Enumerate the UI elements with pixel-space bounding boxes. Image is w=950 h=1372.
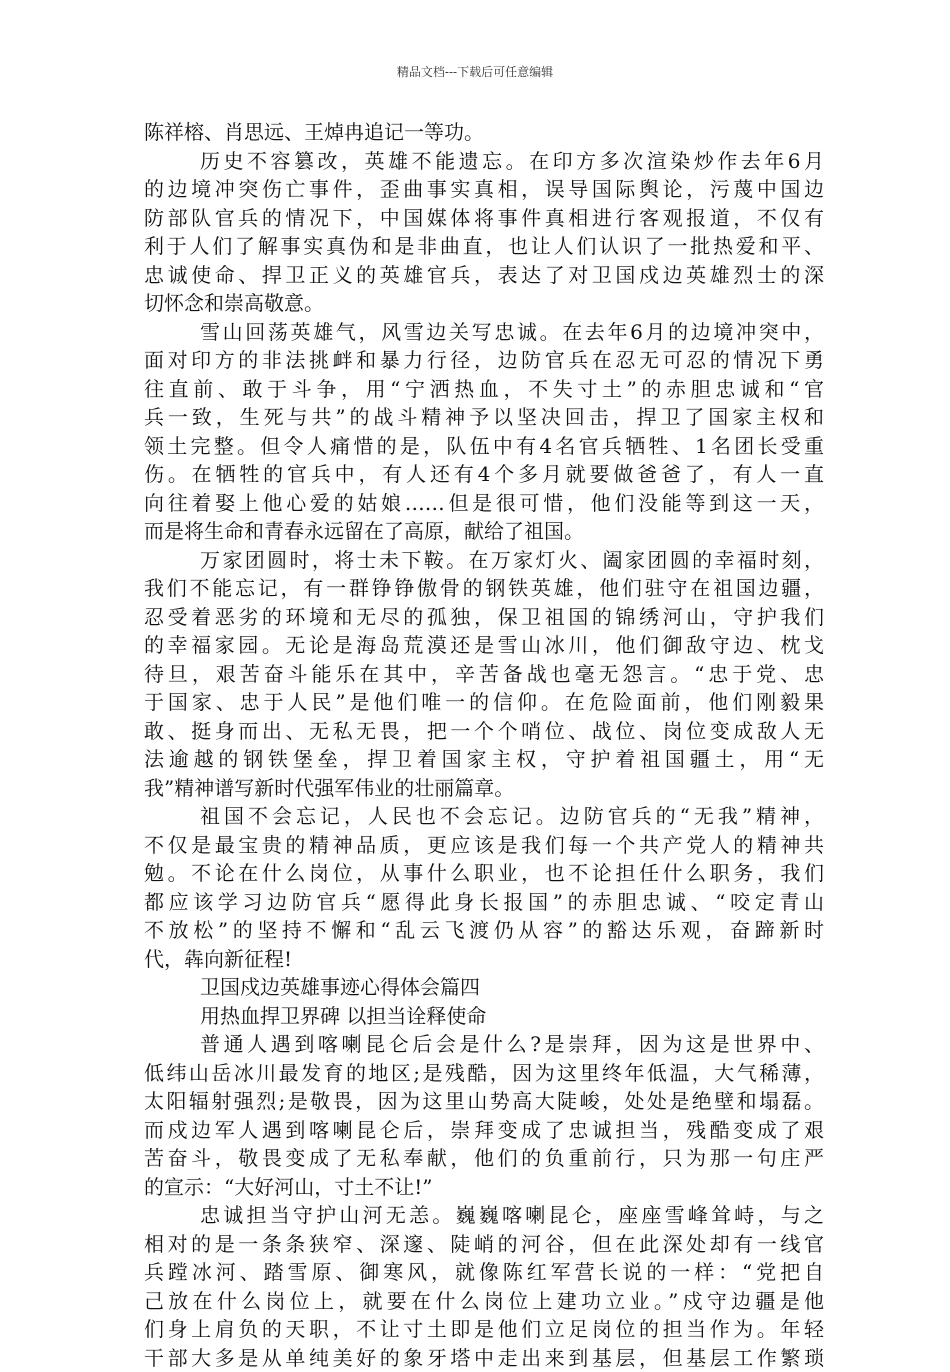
text-line: 都应该学习边防官兵“愿得此身长报国”的赤胆忠诚、“咬定青山 bbox=[144, 888, 824, 917]
text-line: 往直前、敢于斗争，用“宁洒热血，不失寸土”的赤胆忠诚和“官 bbox=[144, 375, 824, 404]
text-line: 的幸福家园。无论是海岛荒漠还是雪山冰川，他们御敌守边、枕戈 bbox=[144, 631, 824, 660]
text-line: 利于人们了解事实真伪和是非曲直，也让人们认识了一批热爱和平、 bbox=[144, 232, 824, 261]
text-line: 太阳辐射强烈;是敬畏，因为这里山势高大陡峻，处处是绝壁和塌磊。 bbox=[144, 1087, 824, 1116]
text-line: 兵一致，生死与共”的战斗精神予以坚决回击，捍卫了国家主权和 bbox=[144, 403, 824, 432]
text-line: 待旦，艰苦奋斗能乐在其中，辛苦备战也毫无怨言。“忠于党、忠 bbox=[144, 660, 824, 689]
text-line: 己放在什么岗位上，就要在什么岗位上建功立业。”戍守边疆是他 bbox=[144, 1287, 824, 1316]
document-header: 精品文档---下载后可任意编辑 bbox=[0, 64, 950, 80]
text-line: 苦奋斗，敬畏变成了无私奉献，他们的负重前行，只为那一句庄严 bbox=[144, 1144, 824, 1173]
text-line: 不仅是最宝贵的精神品质，更应该是我们每一个共产党人的精神共 bbox=[144, 831, 824, 860]
text-line: 陈祥榕、肖思远、王焯冉追记一等功。 bbox=[144, 118, 824, 147]
text-line: 代，犇向新征程! bbox=[144, 945, 824, 974]
section-heading: 用热血捍卫界碑 以担当诠释使命 bbox=[144, 1002, 824, 1031]
text-line: 低纬山岳冰川最发育的地区;是残酷，因为这里终年低温，大气稀薄， bbox=[144, 1059, 824, 1088]
text-line: 兵蹚冰河、踏雪原、御寒风，就像陈红军营长说的一样：“党把自 bbox=[144, 1258, 824, 1287]
text-line: 干部大多是从单纯美好的象牙塔中走出来到基层，但基层工作繁琐 bbox=[144, 1344, 824, 1372]
text-line: 法逾越的钢铁堡垒，捍卫着国家主权，守护着祖国疆土，用“无 bbox=[144, 745, 824, 774]
text-line: 雪山回荡英雄气，风雪边关写忠诚。在去年6月的边境冲突中， bbox=[144, 318, 824, 347]
text-line: 的边境冲突伤亡事件，歪曲事实真相，误导国际舆论，污蔑中国边 bbox=[144, 175, 824, 204]
text-line: 历史不容篡改，英雄不能遗忘。在印方多次渲染炒作去年6月 bbox=[144, 147, 824, 176]
text-line: 面对印方的非法挑衅和暴力行径，边防官兵在忍无可忍的情况下勇 bbox=[144, 346, 824, 375]
text-line: 我”精神谱写新时代强军伟业的壮丽篇章。 bbox=[144, 774, 824, 803]
text-line: 忠诚使命、捍卫正义的英雄官兵，表达了对卫国戍边英雄烈士的深 bbox=[144, 261, 824, 290]
text-line: 们身上肩负的天职，不让寸土即是他们立足岗位的担当作为。年轻 bbox=[144, 1315, 824, 1344]
text-line: 防部队官兵的情况下，中国媒体将事件真相进行客观报道，不仅有 bbox=[144, 204, 824, 233]
text-line: 忍受着恶劣的环境和无尽的孤独，保卫祖国的锦绣河山，守护我们 bbox=[144, 603, 824, 632]
document-body bbox=[144, 118, 824, 1372]
text-line: 敢、挺身而出、无私无畏，把一个个哨位、战位、岗位变成敌人无 bbox=[144, 717, 824, 746]
text-line: 万家团圆时，将士未下鞍。在万家灯火、阖家团圆的幸福时刻， bbox=[144, 546, 824, 575]
text-line: 忠诚担当守护山河无恙。巍巍喀喇昆仑，座座雪峰耸峙，与之 bbox=[144, 1201, 824, 1230]
text-line: 不放松”的坚持不懈和“乱云飞渡仍从容”的豁达乐观，奋蹄新时 bbox=[144, 916, 824, 945]
text-line: 于国家、忠于人民”是他们唯一的信仰。在危险面前，他们刚毅果 bbox=[144, 688, 824, 717]
text-line: 的宣示：“大好河山，寸土不让!” bbox=[144, 1173, 824, 1202]
text-line: 切怀念和崇高敬意。 bbox=[144, 289, 824, 318]
text-line: 向往着娶上他心爱的姑娘……但是很可惜，他们没能等到这一天， bbox=[144, 489, 824, 518]
text-line: 而戍边军人遇到喀喇昆仑后，崇拜变成了忠诚担当，残酷变成了艰 bbox=[144, 1116, 824, 1145]
text-line: 伤。在牺牲的官兵中，有人还有4个多月就要做爸爸了，有人一直 bbox=[144, 460, 824, 489]
text-line: 而是将生命和青春永远留在了高原，献给了祖国。 bbox=[144, 517, 824, 546]
text-line: 我们不能忘记，有一群铮铮傲骨的钢铁英雄，他们驻守在祖国边疆， bbox=[144, 574, 824, 603]
section-heading: 卫国戍边英雄事迹心得体会篇四 bbox=[144, 973, 824, 1002]
text-line: 相对的是一条条狭窄、深邃、陡峭的河谷，但在此深处却有一线官 bbox=[144, 1230, 824, 1259]
text-line: 勉。不论在什么岗位，从事什么职业，也不论担任什么职务，我们 bbox=[144, 859, 824, 888]
text-line: 祖国不会忘记，人民也不会忘记。边防官兵的“无我”精神， bbox=[144, 802, 824, 831]
text-line: 普通人遇到喀喇昆仑后会是什么?是崇拜，因为这是世界中、 bbox=[144, 1030, 824, 1059]
text-line: 领土完整。但令人痛惜的是，队伍中有4名官兵牺牲、1名团长受重 bbox=[144, 432, 824, 461]
